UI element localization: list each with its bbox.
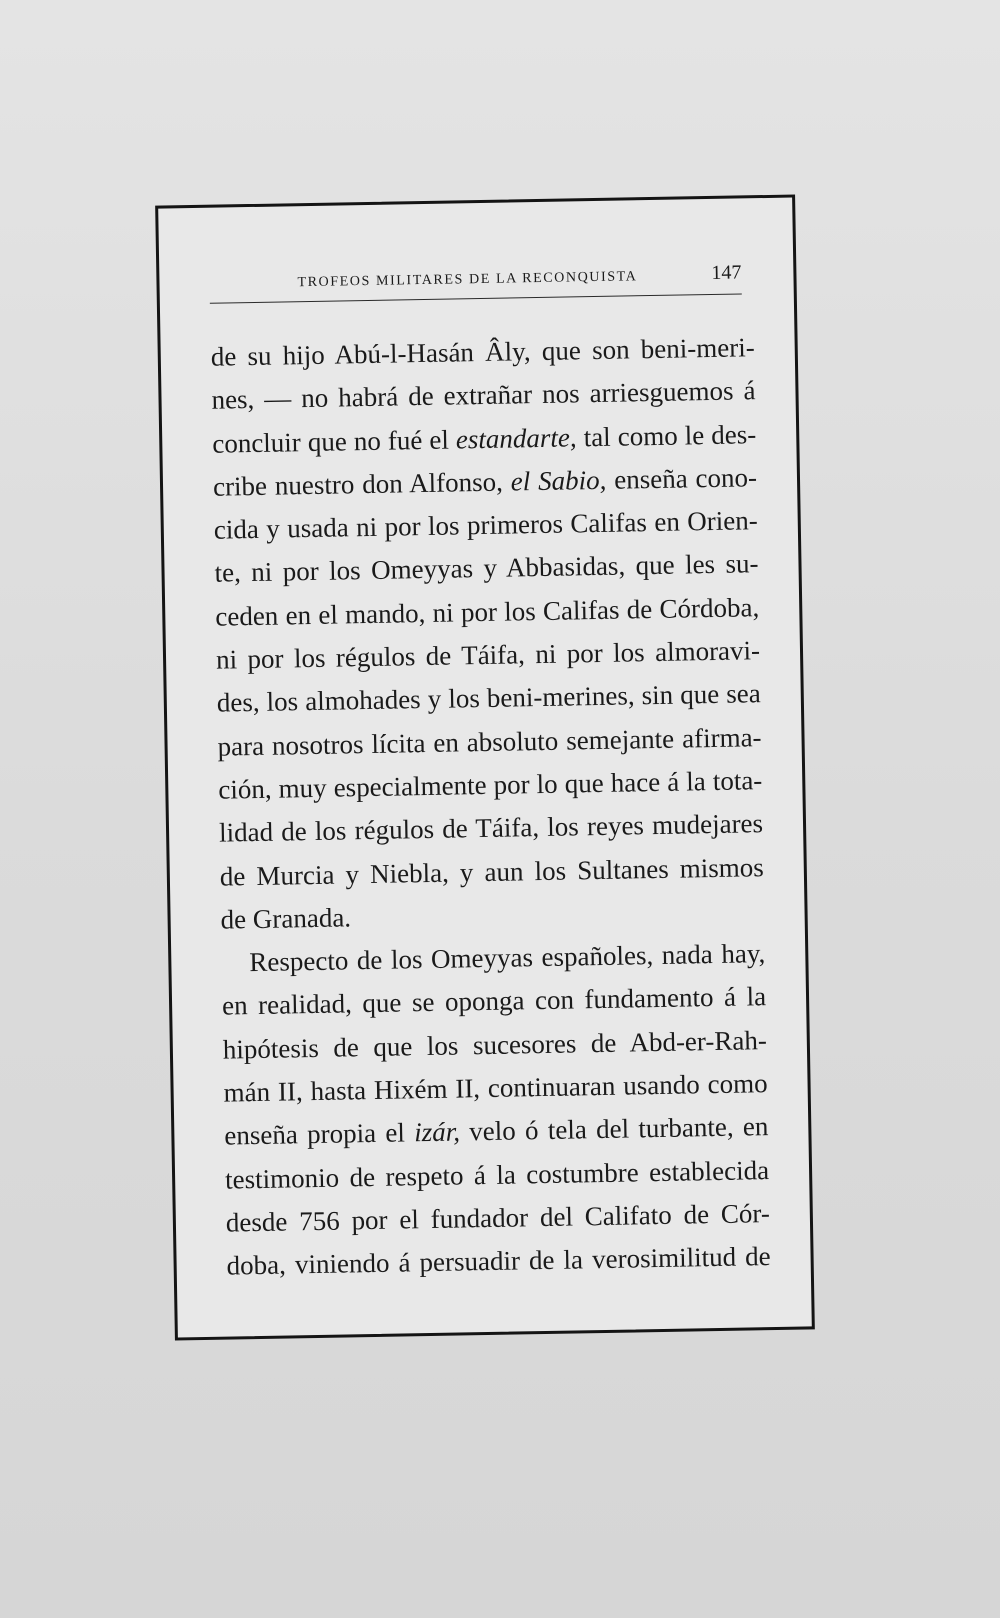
text-line: ción, muy especialmente por lo que hace á la tota-: [218, 765, 763, 805]
text-line: de Murcia y Niebla, y aun los Sultanes mismos: [219, 851, 765, 892]
text-span: tal como le des-: [576, 418, 757, 452]
italic-term: estandarte,: [455, 421, 577, 455]
text-line: doba, viniendo á persuadir de la verosimilitud de: [226, 1241, 771, 1281]
body-text: [210, 326, 771, 1288]
text-line: para nosotros lícita en absoluto semejante afirma-: [217, 721, 762, 762]
text-span: cribe nuestro don Alfonso,: [212, 466, 511, 502]
text-line: de su hijo Abú-l-Hasán Âly, que son beni-meri-: [210, 332, 755, 372]
text-line: Respecto de los Omeyyas españoles, nada hay,: [249, 938, 766, 978]
italic-term: el Sabio,: [510, 464, 607, 497]
text-span: enseña propia el: [224, 1117, 415, 1151]
text-line: de Granada.: [220, 902, 352, 935]
italic-term: izár,: [413, 1116, 461, 1148]
text-line: ni por los régulos de Táifa, ni por los almoravi-: [215, 635, 761, 675]
text-line: hipótesis de que los sucesores de Abd-er-Rah-: [222, 1024, 768, 1065]
text-span: velo ó tela del turbante, en: [459, 1111, 769, 1147]
page-number: 147: [711, 261, 742, 284]
text-span: enseña cono-: [606, 462, 758, 495]
page-border-frame: [155, 195, 815, 1341]
text-span: concluir que no fué el: [212, 424, 457, 459]
text-line: desde 756 por el fundador del Califato de Cór-: [225, 1198, 771, 1238]
running-head: [209, 253, 742, 303]
text-line: ceden en el mando, ni por los Califas de Córdoba,: [215, 591, 760, 632]
text-line: te, ni por los Omeyyas y Abbasidas, que les su-: [214, 548, 759, 589]
text-line: testimonio de respeto á la costumbre establecida: [224, 1154, 770, 1195]
text-line: en realidad, que se oponga con fundamento á la: [221, 981, 767, 1022]
text-line: mán II, hasta Hixém II, continuaran usando como: [223, 1068, 768, 1108]
text-line: lidad de los régulos de Táifa, los reyes mudejares: [218, 808, 764, 848]
text-line: cida y usada ni por los primeros Califas en Orien-: [213, 505, 758, 545]
running-title: TROFEOS MILITARES DE LA RECONQUISTA: [297, 269, 638, 291]
text-line: nes, — no habrá de extrañar nos arriesguemos á: [211, 375, 756, 416]
text-line: des, los almohades y los beni-merines, sin que sea: [216, 678, 762, 719]
